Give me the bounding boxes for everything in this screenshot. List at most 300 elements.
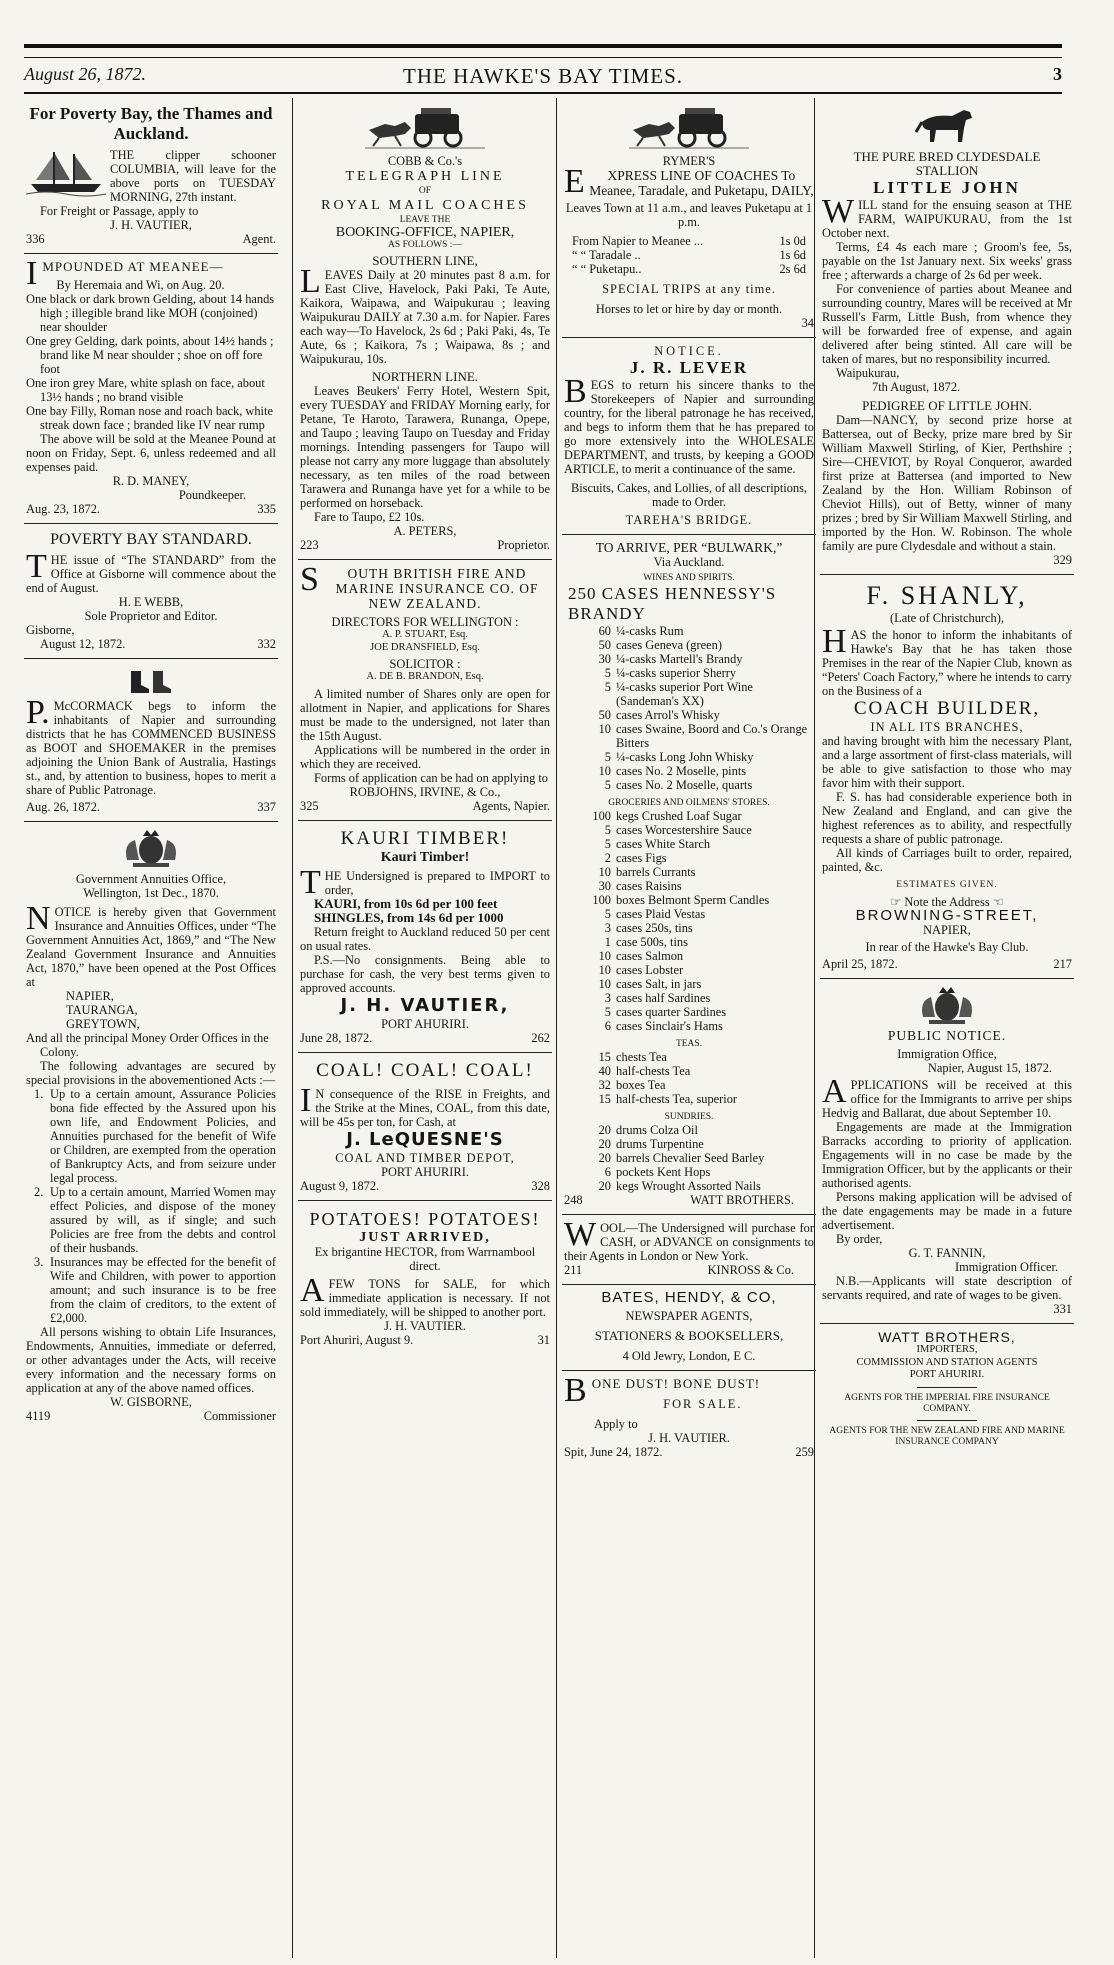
ad-body: P.McCORMACK begs to inform the inhabitants of Napier and surrounding districts that he has COMMENCED BUSINESS as BOOT and SHOEMAKER in the premises adjoining the Union Bank of Australia, Hastings st., and, by attention to business, hopes to merit a share of Public Patronage. — [26, 694, 276, 797]
ad-text: F. S. has had considerable experience both in New Zealand and England, and can give the highest references as to ability, and respectfully requests a share of public patronage. — [822, 790, 1072, 846]
fare-route: From Napier to Meanee ... — [572, 234, 704, 248]
ad-text: Persons making application will be advised of the date engagements may be made in a future advertisement. — [822, 1190, 1072, 1232]
list-item — [564, 1123, 814, 1137]
feature-item: 250 CASES HENNESSY'S BRANDY — [568, 584, 777, 623]
item-description: cases White Starch — [616, 837, 711, 851]
ad-text: DIRECTORS FOR WELLINGTON : — [331, 615, 519, 629]
list-item — [564, 1019, 814, 1033]
item-quantity: 20 — [598, 1179, 611, 1193]
masthead — [24, 58, 1062, 90]
list-item — [564, 708, 814, 722]
item-description: cases Salmon — [616, 949, 684, 963]
list-item — [564, 666, 814, 680]
ad-body: A limited number of Shares only are open for allotment in Napier, and applications for Shares must be made to the undersigned, not later than the 15th August. — [300, 686, 550, 743]
item-quantity: 30 — [598, 879, 611, 893]
item-description: cases No. 2 Moselle, pints — [616, 764, 747, 778]
ad-number: 262 — [531, 1030, 550, 1045]
item-quantity: 32 — [598, 1078, 611, 1092]
list-item — [564, 837, 814, 851]
item-quantity: 10 — [598, 949, 611, 963]
ad-headline: THE PURE BRED CLYDESDALE STALLION — [853, 149, 1041, 178]
item-quantity: 30 — [598, 652, 611, 666]
ad-text: The following advantages are secured by special provisions in the abovementioned Acts :— — [26, 1059, 276, 1087]
list-item — [564, 1137, 814, 1151]
ad-text: and having brought with him the necessary Plant, and a large assortment of first-class materials, will be able to give satisfaction to those who may favor him with their support. — [822, 734, 1072, 790]
ad-text: BOOKING-OFFICE, NAPIER, — [335, 225, 515, 240]
lever-notice — [562, 338, 816, 535]
list-item — [564, 764, 814, 778]
item-quantity: 15 — [598, 1050, 611, 1064]
list-item — [564, 921, 814, 935]
signer-name: KINROSS & Co. — [707, 1263, 794, 1277]
section-heading: TEAS. — [675, 1039, 703, 1049]
list-item — [564, 1005, 814, 1019]
list-item: Insurances may be effected for the benefit of Wife and Children, with power to apportion amount; and such insurance is to be free from the claim of creditors, to the extent of £2,000. — [50, 1255, 276, 1325]
ad-headline: ROYAL MAIL COACHES — [321, 198, 529, 213]
table-row — [572, 234, 806, 248]
ad-text: For convenience of parties about Meanee and surrounding country, Mares will be received at Mr Russell's Farm, Little Bush, from whence they will be forwarded free of expense, and again delivered after being stinted. All care will be taken of mares, but no responsibility incurred. — [822, 282, 1072, 366]
signer-role: Commissioner — [203, 1409, 276, 1423]
item-quantity: 100 — [592, 809, 611, 823]
list-item: One iron grey Mare, white splash on face, about 13½ hands ; no brand visible — [26, 376, 265, 404]
signer-role: Immigration Officer. — [955, 1260, 1058, 1274]
list-item — [564, 1179, 814, 1193]
item-description: ¼-casks Rum — [616, 624, 684, 638]
item-description: cases Sinclair's Hams — [616, 1019, 723, 1033]
ad-text: Fare to Taupo, £2 10s. — [314, 510, 425, 524]
merchant-name: J. LeQUESNE'S — [346, 1128, 504, 1150]
tea-list — [564, 1050, 814, 1106]
ad-headline: PUBLIC NOTICE. — [887, 1028, 1007, 1043]
office-date: Napier, August 15, 1872. — [927, 1061, 1052, 1075]
ad-text: Engagements are made at the Immigration Barracks according to priority of application. Engagements will in no case be made by the Immigration Officer, but by the applicants or their authorised agents. — [822, 1120, 1072, 1190]
stallion-name: LITTLE JOHN — [873, 178, 1021, 197]
item-quantity: 5 — [604, 823, 611, 837]
ad-text: Leaves Town at 11 a.m., and leaves Puketapu at 1 p.m. — [565, 201, 813, 229]
ad-subheading: IMPORTERS, — [916, 1344, 978, 1355]
stallion-ad — [820, 98, 1074, 575]
list-item — [564, 963, 814, 977]
signer-role: Proprietor. — [497, 538, 550, 552]
ad-headline: NOTICE. — [654, 344, 724, 358]
ad-text: AS FOLLOWS :— — [388, 240, 462, 250]
section-heading: GROCERIES AND OILMENS' STORES. — [608, 798, 770, 808]
item-description: cases Lobster — [616, 963, 684, 977]
item-quantity: 10 — [598, 764, 611, 778]
ad-headline: F. SHANLY, — [866, 581, 1028, 610]
item-quantity: 3 — [604, 921, 611, 935]
item-quantity: 5 — [604, 680, 611, 694]
rymer-coaches-ad — [562, 98, 816, 338]
list-item: One bay Filly, Roman nose and roach back, white streak down face ; branded like IV near rump — [26, 404, 273, 432]
masthead-rule — [24, 92, 1062, 94]
item-quantity: 20 — [598, 1151, 611, 1165]
item-description: cases Salt, in jars — [616, 977, 702, 991]
ad-text: All kinds of Carriages built to order, repaired, painted, &c. — [822, 846, 1072, 874]
section-heading: SOUTHERN LINE, — [372, 253, 478, 268]
annuities-notice — [24, 822, 278, 1430]
item-description: cases Geneva (green) — [616, 638, 722, 652]
item-description: ¼-casks superior Port Wine (Sandeman's XX) — [616, 680, 753, 708]
item-quantity: 5 — [604, 778, 611, 792]
list-item — [564, 624, 814, 638]
ad-subheading: IN ALL ITS BRANCHES, — [870, 720, 1024, 734]
item-quantity: 100 — [592, 893, 611, 907]
ad-body: BEGS to return his sincere thanks to the Storekeepers of Napier and surrounding country, for the liberal patronage he has received, and begs to inform them that he has prepared to go more extensively into the WHOLESALE DEPARTMENT, and trusts, by keeping a GOOD ARTICLE, to merit a continuance of the same. — [564, 373, 814, 476]
list-item — [564, 879, 814, 893]
coal-ad — [298, 1053, 552, 1201]
item-quantity: 5 — [604, 907, 611, 921]
item-description: cases No. 2 Moselle, quarts — [616, 778, 753, 792]
horse-icon — [912, 106, 982, 146]
ad-place: Gisborne, — [26, 623, 75, 637]
kauri-timber-ad — [298, 821, 552, 1053]
ad-text: Terms, £4 4s each mare ; Groom's fee, 5s, payable on the 1st January next. Six weeks' grass free ; afterwards a charge of 2s 6d per week. — [822, 240, 1072, 282]
ad-body: APPLICATIONS will be received at this office for the Immigrants to arrive per ships Hedvig and Ballarat, due about September 10. — [822, 1073, 1072, 1120]
item-description: barrels Currants — [616, 865, 696, 879]
ad-text: All persons wishing to obtain Life Insurances, Endowments, Annuities, immediate or deferred, or other advantages under the Acts, will receive every information and the necessary forms on application at any of the above named offices. — [26, 1325, 276, 1395]
ad-place: TAREHA'S BRIDGE. — [625, 513, 753, 527]
ad-text: By order, — [836, 1232, 883, 1246]
section-heading: WINES AND SPIRITS. — [643, 573, 735, 583]
signer-name: J. H. VAUTIER. — [648, 1431, 730, 1445]
item-quantity: 20 — [598, 1123, 611, 1137]
list-item — [564, 865, 814, 879]
grocery-list — [564, 809, 814, 1033]
impounded-notice — [24, 254, 278, 524]
ad-headline: IMPOUNDED AT MEANEE— — [26, 255, 224, 292]
item-description: cases Worcestershire Sauce — [616, 823, 752, 837]
fare-route: “ “ Puketapu.. — [572, 262, 642, 276]
list-item — [564, 1092, 814, 1106]
royal-crest-icon — [119, 830, 183, 868]
immigration-notice — [820, 979, 1074, 1324]
signer-name: W. GISBORNE, — [110, 1395, 192, 1409]
director-name: JOE DRANSFIELD, Esq. — [370, 641, 480, 653]
fare-table — [564, 234, 814, 276]
top-rule — [24, 44, 1062, 58]
ad-headline: EXPRESS LINE OF COACHES To Meanee, Taradale, and Puketapu, DAILY, — [564, 163, 814, 200]
signer-name: J. H. VAUTIER. — [384, 1318, 466, 1333]
column-2 — [298, 98, 552, 1958]
item-description: chests Tea — [616, 1050, 667, 1064]
schooner-ship-icon — [26, 148, 106, 198]
ad-place: 4 Old Jewry, London, E C. — [622, 1349, 756, 1363]
ad-date: June 28, 1872. — [300, 1030, 373, 1045]
item-description: cases Plaid Vestas — [616, 907, 706, 921]
ad-text: By Heremaia and Wi, on Aug. 20. — [56, 278, 225, 292]
list-item: NAPIER, — [66, 989, 114, 1003]
item-quantity: 6 — [604, 1165, 611, 1179]
ad-number: 335 — [257, 502, 276, 516]
list-item — [564, 851, 814, 865]
ad-text: OF — [418, 186, 432, 196]
ad-place: Waipukurau, — [836, 366, 900, 380]
item-quantity: 40 — [598, 1064, 611, 1078]
list-item — [564, 935, 814, 949]
list-item: One black or dark brown Gelding, about 14 hands high ; illegible brand like MOH (conjoined) near shoulder — [26, 292, 275, 334]
ad-headline: SOUTH BRITISH FIRE AND MARINE INSURANCE CO. OF NEW ZEALAND. — [300, 561, 539, 611]
ad-number: 31 — [537, 1332, 550, 1347]
ad-date: Aug. 23, 1872. — [26, 502, 100, 516]
ad-text: Return freight to Auckland reduced 50 per cent on usual rates. — [300, 924, 550, 953]
table-row — [572, 262, 806, 276]
column-1 — [24, 98, 278, 1958]
item-description: kegs Crushed Loaf Sugar — [616, 809, 742, 823]
pointing-hand-icon: ☜ — [992, 895, 1004, 909]
item-description: cases Arrol's Whisky — [616, 708, 720, 722]
item-description: ¼-casks superior Sherry — [616, 666, 737, 680]
wine-list — [564, 624, 814, 792]
ad-body: THE issue of “The STANDARD” from the Office at Gisborne will commence about the end of August. — [26, 548, 276, 595]
ad-headline: POVERTY BAY STANDARD. — [50, 531, 252, 548]
watt-brothers-ad — [820, 1324, 1074, 1455]
item-description: ¼-casks Martell's Brandy — [616, 652, 743, 666]
list-item — [564, 823, 814, 837]
bone-dust-ad — [562, 1371, 816, 1466]
list-item — [564, 907, 814, 921]
bates-hendy-ad — [562, 1285, 816, 1371]
trade-heading: COACH BUILDER, — [853, 698, 1041, 719]
item-description: half-chests Tea, superior — [616, 1092, 738, 1106]
ad-text: Biscuits, Cakes, and Lollies, of all descriptions, made to Order. — [570, 481, 808, 509]
item-quantity: 10 — [598, 865, 611, 879]
signer-name: R. D. MANEY, — [112, 474, 190, 488]
director-name: A. P. STUART, Esq. — [382, 629, 468, 640]
ad-headline: WATT BROTHERS, — [878, 1329, 1016, 1345]
ad-date: August 9, 1872. — [300, 1178, 380, 1193]
item-quantity: 2 — [604, 851, 611, 865]
ad-text: SPECIAL TRIPS at any time. — [602, 282, 776, 296]
ad-number: 328 — [531, 1178, 550, 1193]
ad-text: Apply to — [594, 1417, 638, 1431]
ad-body: WOOL—The Undersigned will purchase for CASH, or ADVANCE on consignments to their Agents in London or New York. — [564, 1216, 814, 1263]
ad-body: THE Undersigned is prepared to IMPORT to order, — [300, 863, 550, 901]
item-quantity: 1 — [604, 935, 611, 949]
item-description: kegs Wrought Assorted Nails — [616, 1179, 761, 1193]
ad-subheading: Kauri Timber! — [380, 849, 470, 865]
list-item: TAURANGA, — [66, 1003, 138, 1017]
item-description: case 500s, tins — [616, 935, 688, 949]
column-4 — [820, 98, 1074, 1958]
ad-body: AFEW TONS for SALE, for which immediate application is necessary. If not sold immediately, will be shipped to another port. — [300, 1271, 550, 1319]
list-item — [564, 778, 814, 792]
item-description: barrels Chevalier Seed Barley — [616, 1151, 765, 1165]
list-item — [564, 722, 814, 750]
table-row — [572, 248, 806, 262]
ad-headline: TELEGRAPH LINE — [345, 169, 505, 184]
ad-text: Horses to let or hire by day or month. — [595, 302, 783, 316]
ad-place: Spit, June 24, 1872. — [564, 1445, 663, 1459]
ad-number: 325 — [300, 798, 319, 813]
pointing-hand-icon: ☞ — [890, 895, 902, 909]
item-description: cases Swaine, Boord and Co.'s Orange Bitters — [616, 722, 808, 750]
column-3 — [562, 98, 816, 1958]
list-item — [564, 949, 814, 963]
merchant-name: J. R. LEVER — [629, 358, 749, 377]
issue-date: August 26, 1872. — [24, 64, 147, 84]
ad-body: IN consequence of the RISE in Freights, and the Strike at the Mines, COAL, from this date, will be 45s per ton, for Cash, at — [300, 1081, 550, 1129]
ad-subheading: NEWSPAPER AGENTS, — [625, 1309, 753, 1323]
list-item — [564, 750, 814, 764]
ad-date: April 25, 1872. — [822, 957, 898, 971]
royal-crest-icon — [915, 987, 979, 1025]
item-description: cases half Sardines — [616, 991, 711, 1005]
list-item — [564, 977, 814, 991]
ad-body: Leaves Beukers' Ferry Hotel, Western Spit, every TUESDAY and FRIDAY Morning early, for Petane, Te Haroto, Tarawera, Runanga, Opepe, and Taupo ; leaving Taupo on Tuesday and Friday mornings. Intending passengers for Taupo will please not carry any more luggage than absolutely necessary, as ten miles of the road between Tarawera and Runanga have yet for a while to be performed on horseback. — [300, 384, 550, 510]
divider — [917, 1387, 977, 1388]
ad-text: AGENTS FOR THE IMPERIAL FIRE INSURANCE COMPANY. — [844, 1392, 1050, 1414]
ad-number: 217 — [1053, 957, 1072, 971]
section-heading: SUNDRIES. — [664, 1112, 714, 1122]
ad-text: AGENTS FOR THE NEW ZEALAND FIRE AND MARINE INSURANCE COMPANY — [829, 1425, 1065, 1447]
ad-number: 336 — [26, 232, 45, 246]
section-heading: ESTIMATES GIVEN. — [896, 880, 998, 890]
item-description: pockets Kent Hops — [616, 1165, 711, 1179]
ad-place: Port Ahuriri, August 9. — [300, 1332, 414, 1347]
item-quantity: 5 — [604, 1005, 611, 1019]
ad-body: LEAVES Daily at 20 minutes past 8 a.m. for East Clive, Havelock, Paki Paki, Te Aute, Kaikora, Waipawa, and Waipukurau ; leaving Waipukurau DAILY at 7.30 a.m. for Napier. Fares each way—To Havelock, 2s 6d ; Paki Paki, 4s, Te Aute, 6s ; Kaikora, 7s ; Waipawa, 8s ; and Waipukurau, 10s. — [300, 263, 550, 366]
ad-body: NOTICE is hereby given that Government Insurance and Annuities Offices, under “The Government Annuities Act, 1869,” and “The New Zealand Government Insurance and Annuities Act, 1870,” have been opened at the Post Offices at — [26, 900, 276, 989]
list-item — [564, 638, 814, 652]
list-item — [564, 809, 814, 823]
divider — [917, 1420, 977, 1421]
fare-price: 1s 6d — [779, 248, 806, 262]
agent-role: Agents, Napier. — [472, 798, 550, 813]
ad-number: 337 — [257, 800, 276, 814]
item-quantity: 20 — [598, 1137, 611, 1151]
ad-date: Aug. 26, 1872. — [26, 800, 100, 814]
schooner-ad — [24, 98, 278, 254]
item-quantity: 5 — [604, 837, 611, 851]
item-description: drums Turpentine — [616, 1137, 704, 1151]
fare-price: 1s 0d — [779, 234, 806, 248]
ad-subheading: COAL AND TIMBER DEPOT, — [335, 1150, 515, 1165]
advantages-list: 1. Up to a certain amount, Assurance Policies bona fide effected by the Assured upon his own life, and Endowment Policies, and Annuities purchased for the benefit of Wife or Children, are exempted from the operation of Bankruptcy Acts, and from seizure under legal process. 2. Up to a certain amount, Married Women may effect Policies, and dispose of the money assured by will, as if single; and such Policies are free from the debts and control of their husbands. 3. Insurances may be effected for the benefit of Wife and Children, with power to apportion amount; and such insurance is to be free from the claim of creditors, to the extent of £2,000. — [34, 1087, 276, 1325]
item-quantity: 10 — [598, 722, 611, 736]
list-item — [564, 1064, 814, 1078]
ad-headline: For Poverty Bay, the Thames and Auckland. — [29, 104, 273, 143]
fare-route: “ “ Taradale .. — [572, 248, 641, 262]
ad-text: P.S.—No consignments. Being able to purchase for cash, the very best terms given to approved accounts. — [300, 952, 550, 995]
item-description: cases Figs — [616, 851, 667, 865]
ad-subheading: JUST ARRIVED, — [359, 1229, 491, 1245]
ad-text: LEAVE THE — [399, 215, 451, 225]
list-item — [564, 680, 814, 708]
page-number: 3 — [1053, 64, 1062, 84]
ad-place: PORT AHURIRI. — [909, 1369, 985, 1380]
shanly-coachbuilder-ad — [820, 575, 1074, 979]
list-item — [564, 1151, 814, 1165]
newspaper-title: THE HAWKE'S BAY TIMES. — [403, 64, 683, 88]
ad-text: In rear of the Hawke's Bay Club. — [865, 940, 1029, 954]
item-quantity: 60 — [598, 624, 611, 638]
item-quantity: 10 — [598, 963, 611, 977]
list-item: Up to a certain amount, Married Women may effect Policies, and dispose of the money assured by will, as if single; and such Policies are free from the debts and control of their husbands. — [50, 1185, 276, 1255]
ad-body: THE clipper schooner COLUMBIA, will leave for the above ports on TUESDAY MORNING, 27th instant. — [110, 148, 276, 204]
item-quantity: 50 — [598, 708, 611, 722]
company-name: COBB & Co.'s — [387, 154, 463, 168]
item-quantity: 15 — [598, 1092, 611, 1106]
ad-text: N.B.—Applicants will state description of servants required, and rate of wages to be given. — [822, 1274, 1072, 1302]
ad-number: 34 — [801, 316, 814, 330]
agent-role: Agent. — [242, 232, 276, 246]
ad-headline: TO ARRIVE, PER “BULWARK,” — [595, 540, 783, 555]
ad-subheading: Via Auckland. — [653, 555, 725, 569]
bulwark-arrivals — [562, 535, 816, 1215]
ad-date: August 12, 1872. — [40, 637, 126, 651]
list-item: One grey Gelding, dark points, about 14½ hands ; brand like M near shoulder ; shoe on off fore foot — [26, 334, 274, 376]
ad-body: HAS the honor to inform the inhabitants of Hawke's Bay that he has taken those Premises in the rear of the Napier Club, known as “Peters' Coach Factory,” where he intends to carry on the Business of a — [822, 623, 1072, 698]
price-line: KAURI, from 10s 6d per 100 feet — [314, 895, 498, 911]
signer-name: H. E WEBB, — [118, 595, 184, 609]
section-heading: PEDIGREE OF LITTLE JOHN. — [862, 398, 1032, 413]
list-item: Up to a certain amount, Assurance Policies bona fide effected by the Assured upon his own life, and Endowment Policies, and Annuities purchased for the benefit of Wife or Children, are exempted from the operation of Bankruptcy Acts, and from seizure under legal process. — [50, 1087, 276, 1185]
ad-date: 7th August, 1872. — [872, 380, 961, 394]
solicitor-name: A. DE B. BRANDON, Esq. — [366, 671, 484, 682]
item-quantity: 5 — [604, 666, 611, 680]
ad-text: SOLICITOR : — [389, 657, 461, 671]
ad-subheading: (Late of Christchurch), — [890, 611, 1004, 625]
signer-name: WATT BROTHERS. — [690, 1193, 794, 1207]
mccormack-ad — [24, 659, 278, 822]
item-quantity: 6 — [604, 1019, 611, 1033]
list-item — [564, 893, 814, 907]
ad-subheading: FOR SALE. — [663, 1397, 743, 1411]
ad-number: 223 — [300, 538, 319, 552]
fire-insurance-ad — [298, 560, 552, 821]
item-description: ¼-casks Long John Whisky — [616, 750, 754, 764]
boot-icon — [127, 667, 175, 695]
stagecoach-icon — [629, 106, 749, 150]
ad-number: 329 — [1053, 553, 1072, 567]
ad-subheading: STATIONERS & BOOKSELLERS, — [594, 1328, 784, 1343]
wool-ad — [562, 1215, 816, 1285]
ad-body: Dam—NANCY, by second prize horse at Battersea, out of Becky, prize mare bred by Sir William Maxwell Stirling, of Kier, Perthshire ; Sire—CHEVIOT, by Royal Conqueror, awarded first prize at Battersea (and imported to New Zealand by the Hon. William Robinson of Cheviot Hills), out of Betty, winner of many prizes ; bred by Sir William Maxwell Stirling, and imported by the Hon. W. Robinson. The whole family are pure Clydesdale and without a stain. — [822, 413, 1072, 553]
street-name: BROWNING-STREET, — [855, 907, 1039, 924]
ad-text: The above will be sold at the Meanee Pound at noon on Friday, Sept. 6, unless redeemed and all expenses paid. — [26, 432, 276, 474]
column-divider — [556, 98, 557, 1958]
ad-number: 259 — [795, 1445, 814, 1459]
item-quantity: 50 — [598, 638, 611, 652]
signer-role: Sole Proprietor and Editor. — [84, 609, 218, 623]
agent-name: ROBJOHNS, IRVINE, & Co., — [349, 784, 501, 799]
office-name: Government Annuities Office, — [75, 872, 227, 886]
company-name: RYMER'S — [662, 154, 716, 168]
ad-number: 211 — [564, 1263, 583, 1277]
signer-name: G. T. FANNIN, — [908, 1246, 986, 1260]
item-description: boxes Belmont Sperm Candles — [616, 893, 770, 907]
list-item — [564, 1050, 814, 1064]
ad-text: Ex brigantine HECTOR, from Warrnambool direct. — [314, 1244, 536, 1273]
ad-headline: KAURI TIMBER! — [340, 827, 510, 849]
signer-name: A. PETERS, — [393, 524, 457, 538]
item-description: half-chests Tea — [616, 1064, 691, 1078]
ad-number: 332 — [257, 637, 276, 651]
list-item — [564, 991, 814, 1005]
ad-place: NAPIER, — [923, 923, 971, 937]
office-name: Immigration Office, — [897, 1047, 997, 1061]
item-quantity: 3 — [604, 991, 611, 1005]
place-list — [26, 989, 276, 1031]
stagecoach-icon — [365, 106, 485, 150]
item-quantity: 10 — [598, 977, 611, 991]
item-description: cases Raisins — [616, 879, 682, 893]
ad-number: 248 — [564, 1193, 583, 1207]
ad-body: Applications will be numbered in the order in which they are received. — [300, 742, 550, 771]
list-item — [564, 652, 814, 666]
ad-body: Forms of application can be had on applying to — [314, 770, 548, 785]
